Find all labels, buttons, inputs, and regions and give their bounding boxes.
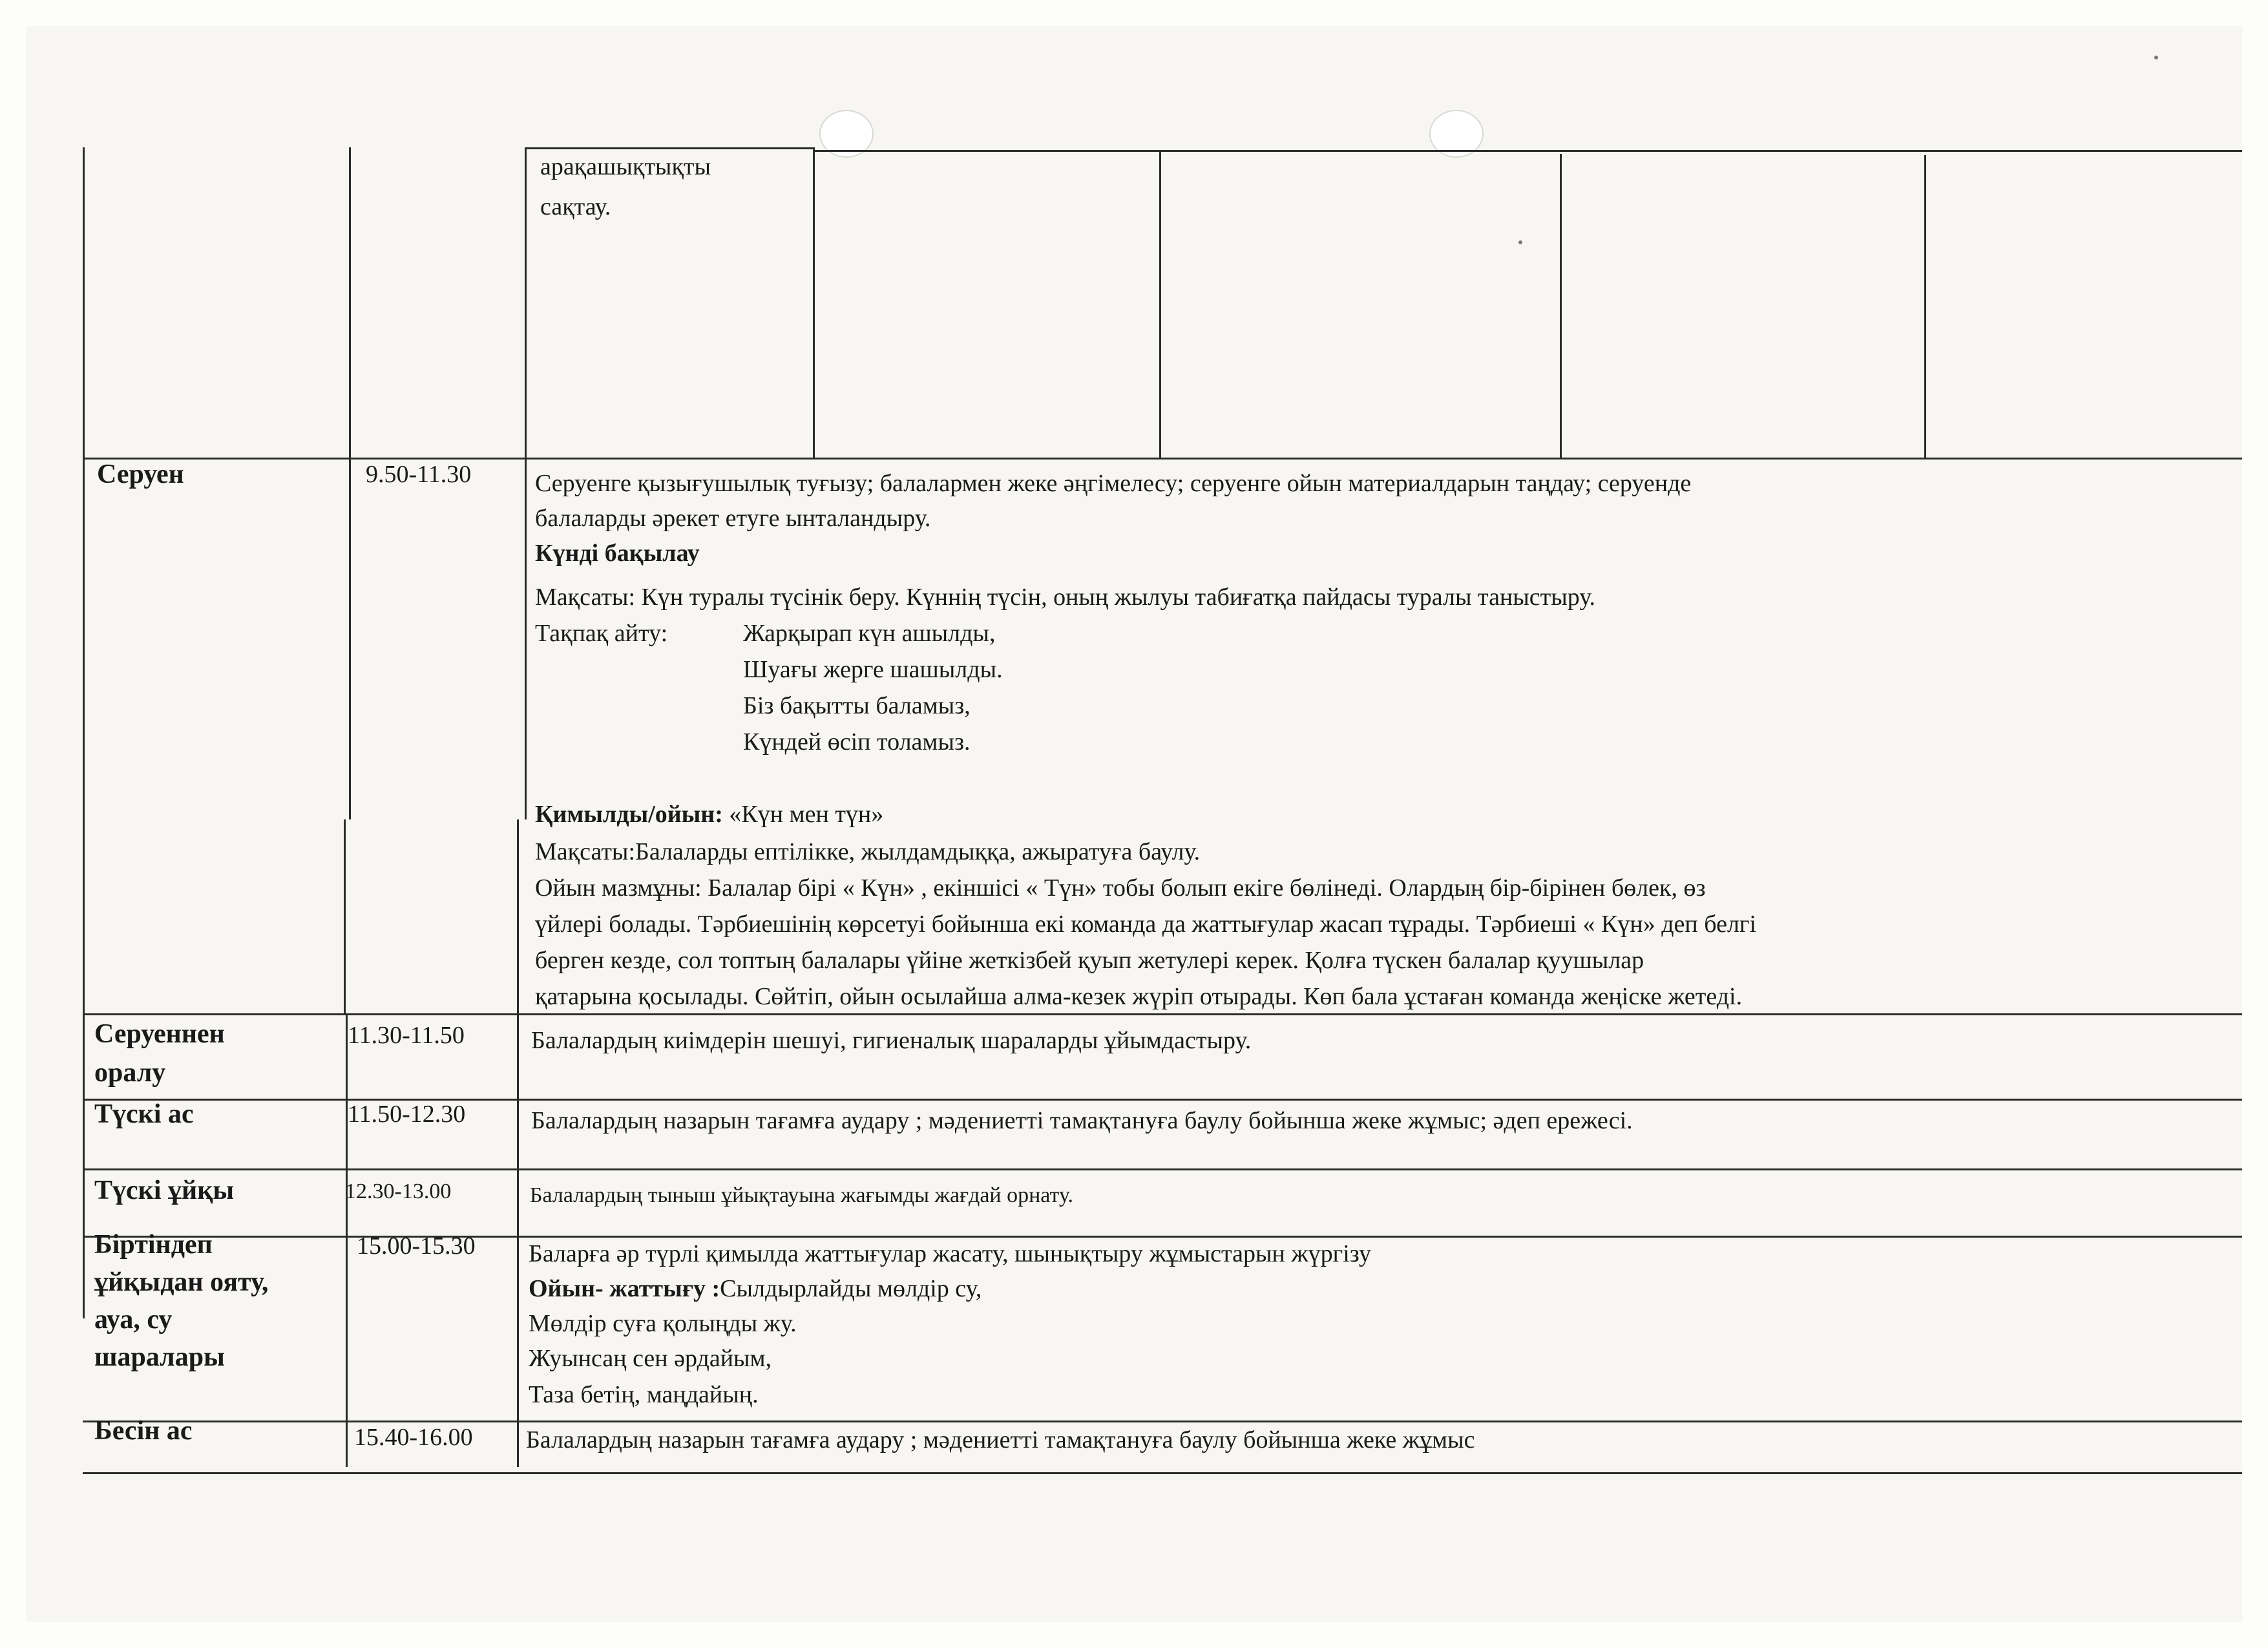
row-label-return-1: Серуеннен xyxy=(94,1019,225,1049)
exercise-line-2: Мөлдір суға қолыңды жу. xyxy=(529,1310,797,1337)
poem-label: Тақпақ айту: xyxy=(535,620,668,647)
row-label-wakeup-3: ауа, су xyxy=(94,1305,173,1335)
top-cell-text-2: сақтау. xyxy=(540,193,611,220)
row-label-return-2: оралу xyxy=(94,1058,166,1088)
observation-title: Күнді бақылау xyxy=(535,540,700,567)
poem-line-1: Жарқырап күн ашылды, xyxy=(743,620,996,647)
exercise-line-4: Таза бетің, маңдайың. xyxy=(529,1381,759,1408)
row-label-nap: Түскі ұйқы xyxy=(94,1176,235,1205)
exercise-line-1 xyxy=(529,1271,982,1307)
row-time-snack: 15.40-16.00 xyxy=(354,1424,473,1451)
seruen-line-2: балаларды әрекет етуге ынталандыру. xyxy=(535,505,931,532)
row-label-lunch: Түскі ас xyxy=(94,1099,194,1129)
scan-speck xyxy=(1518,240,1522,244)
row-text-nap: Балалардың тыныш ұйықтауына жағымды жағдай орнату. xyxy=(530,1183,1074,1207)
observation-goal: Мақсаты: Күн туралы түсінік беру. Күннің түсін, оның жылуы табиғатқа пайдасы туралы таныстыру. xyxy=(535,584,1595,611)
game-label: Қимылды/ойын: xyxy=(535,801,723,828)
exercise-line-3: Жуынсаң сен әрдайым, xyxy=(529,1345,772,1372)
game-goal: Мақсаты:Балаларды ептілікке, жылдамдыққа, ажыратуға баулу. xyxy=(535,838,1201,865)
game-content-3: берген кезде, сол топтың балалары үйіне жеткізбей қуып жетулері керек. Қолға түскен балалар қуушылар xyxy=(535,947,1644,974)
row-text-wakeup: Баларға әр түрлі қимылда жаттығулар жасату, шынықтыру жұмыстарын жүргізу xyxy=(529,1240,1371,1267)
game-name: «Күн мен түн» xyxy=(722,801,884,828)
row-time-nap: 12.30-13.00 xyxy=(345,1179,452,1203)
game-content-1: Ойын мазмұны: Балалар бірі « Күн» , екіншісі « Түн» тобы болып екіге бөлінеді. Олардың бір-бірінен бөлек, өз xyxy=(535,874,1706,902)
row-time-seruen: 9.50-11.30 xyxy=(366,461,472,488)
row-label-snack: Бесін ас xyxy=(94,1416,193,1446)
top-cell-text-1: арақашықтықты xyxy=(540,153,711,180)
row-time-wakeup: 15.00-15.30 xyxy=(357,1232,476,1260)
game-content-2: үйлері болады. Тәрбиешінің көрсетуі бойынша екі команда да жаттығулар жасап тұрады. Тәрбиеші « Күн» деп белгі xyxy=(535,911,1757,938)
poem-line-2: Шуағы жерге шашылды. xyxy=(743,656,1003,683)
row-text-lunch: Балалардың назарын тағамға аудару ; мәдениетті тамақтануға баулу бойынша жеке жұмыс; әдеп ережесі. xyxy=(531,1107,1633,1134)
poem-line-4: Күндей өсіп толамыз. xyxy=(743,728,971,755)
game-content-4: қатарына қосылады. Сөйтіп, ойын осылайша алма-кезек жүріп отырады. Көп бала ұстаған команда жеңіске жетеді. xyxy=(535,983,1743,1010)
row-time-return: 11.30-11.50 xyxy=(348,1022,465,1049)
row-label-seruen: Серуен xyxy=(97,460,184,489)
exercise-label: Ойын- жаттығу : xyxy=(529,1275,720,1302)
row-text-return: Балалардың киімдерін шешуі, гигиеналық шараларды ұйымдастыру. xyxy=(531,1027,1252,1054)
row-text-snack: Балалардың назарын тағамға аудару ; мәдениетті тамақтануға баулу бойынша жеке жұмыс xyxy=(526,1426,1475,1453)
poem-line-3: Біз бақытты баламыз, xyxy=(743,692,971,719)
seruen-line-1: Серуенге қызығушылық туғызу; балалармен жеке әңгімелесу; серуенге ойын материалдарын таңдау; серуенде xyxy=(535,470,1692,497)
row-label-wakeup-1: Біртіндеп xyxy=(94,1230,213,1260)
row-label-wakeup-2: ұйқыдан ояту, xyxy=(94,1267,269,1297)
scan-speck xyxy=(2154,56,2158,59)
row-label-wakeup-4: шаралары xyxy=(94,1342,225,1372)
row-time-lunch: 11.50-12.30 xyxy=(348,1101,466,1128)
game-title xyxy=(535,796,883,832)
exercise-first: Сылдырлайды мөлдір су, xyxy=(720,1275,982,1302)
scan-speck xyxy=(9,723,13,726)
